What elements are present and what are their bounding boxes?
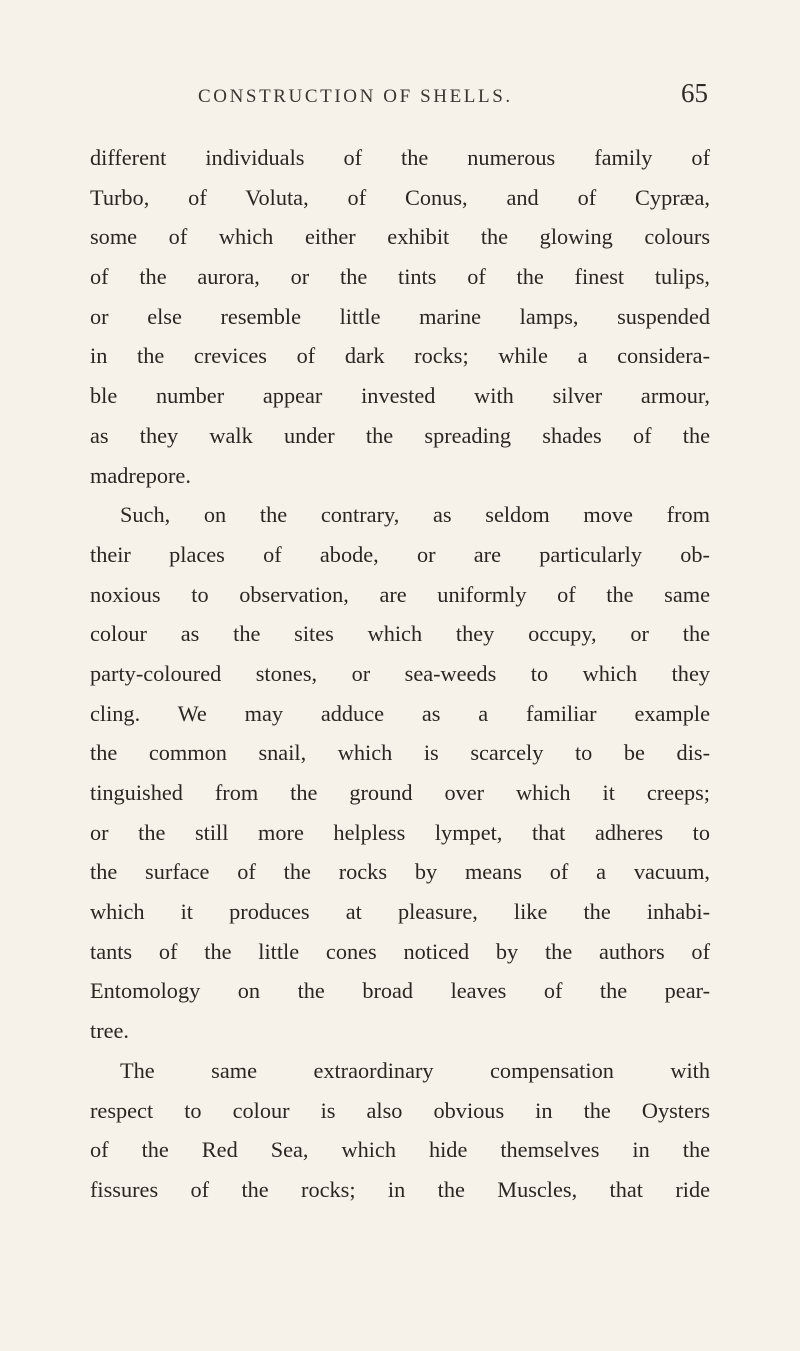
text-line: the common snail, which is scarcely to be dis-: [90, 740, 710, 766]
text-line: party-coloured stones, or sea-weeds to which they: [90, 660, 710, 686]
text-line: colour as the sites which they occupy, or the: [90, 621, 710, 647]
running-title: CONSTRUCTION OF SHELLS.: [198, 86, 513, 107]
text-line: Turbo, of Voluta, of Conus, and of Cypræa,: [90, 184, 710, 210]
text-line: some of which either exhibit the glowing colours: [90, 224, 710, 250]
text-line: noxious to observation, are uniformly of the same: [90, 581, 710, 607]
text-line: fissures of the rocks; in the Muscles, that ride: [90, 1176, 710, 1202]
text-line: respect to colour is also obvious in the Oysters: [90, 1097, 710, 1123]
text-line: Entomology on the broad leaves of the pear-: [90, 978, 710, 1004]
text-line: as they walk under the spreading shades of the: [90, 422, 710, 448]
text-line: ble number appear invested with silver armour,: [90, 383, 710, 409]
body-text: [90, 138, 710, 1210]
text-line: their places of abode, or are particularly ob-: [90, 541, 710, 567]
paragraph-end-line: tree.: [90, 1018, 129, 1044]
text-line: which it produces at pleasure, like the inhabi-: [90, 899, 710, 925]
paragraph-end-line: madrepore.: [90, 462, 191, 488]
text-line: cling. We may adduce as a familiar example: [90, 700, 710, 726]
running-head: [90, 78, 710, 122]
text-line: or else resemble little marine lamps, suspended: [90, 303, 710, 329]
text-line: tinguished from the ground over which it creeps;: [90, 780, 710, 805]
paragraph-start-line: The same extraordinary compensation with: [120, 1057, 710, 1083]
text-line: of the aurora, or the tints of the finest tulips,: [90, 264, 710, 290]
text-line: different individuals of the numerous family of: [90, 145, 710, 170]
text-line: in the crevices of dark rocks; while a considera-: [90, 343, 710, 369]
text-line: the surface of the rocks by means of a vacuum,: [90, 859, 710, 885]
text-line: of the Red Sea, which hide themselves in the: [90, 1137, 710, 1163]
paragraph-start-line: Such, on the contrary, as seldom move from: [120, 502, 710, 528]
text-line: or the still more helpless lympet, that adheres to: [90, 819, 710, 845]
text-line: tants of the little cones noticed by the authors of: [90, 938, 710, 964]
page-number: 65: [681, 78, 708, 108]
